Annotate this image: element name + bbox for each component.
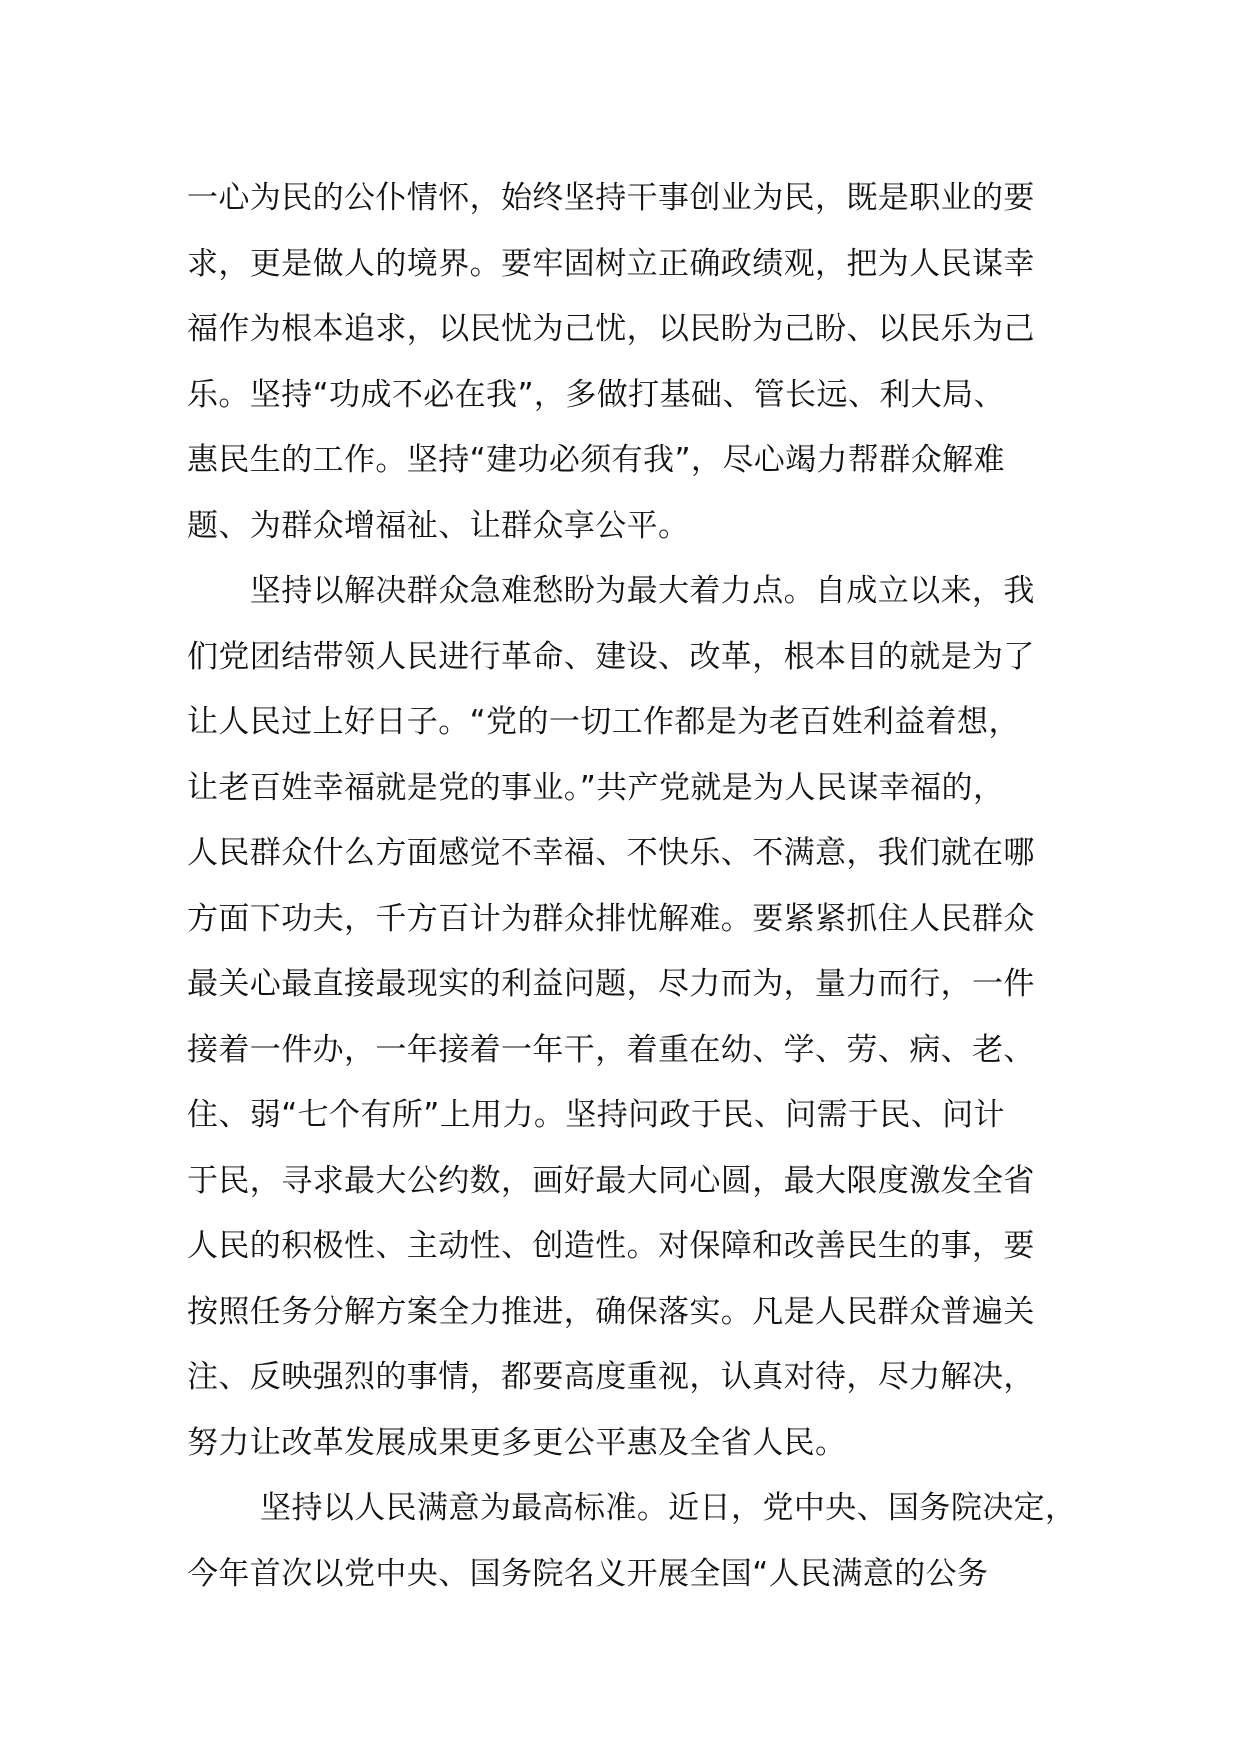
text-line: 惠民生的工作。坚持“建功必须有我”，尽心竭力帮群众解难 — [187, 442, 1005, 478]
text-line: 乐。坚持“功成不必在我”，多做打基础、管长远、利大局、 — [187, 376, 1005, 413]
text-line: 人民群众什么方面感觉不幸福、不快乐、不满意，我们就在哪 — [187, 835, 1035, 871]
text-line: 题、为群众增福祉、让群众享公平。 — [187, 507, 690, 544]
text-line: 人民的积极性、主动性、创造性。对保障和改善民生的事，要 — [187, 1228, 1035, 1264]
text-line: 让人民过上好日子。“党的一切工作都是为老百姓利益着想， — [187, 704, 1020, 740]
text-line: 按照任务分解方案全力推进，确保落实。凡是人民群众普遍关 — [187, 1293, 1035, 1330]
text-line: 让老百姓幸福就是党的事业。”共产党就是为人民谋幸福的， — [187, 769, 1005, 806]
text-line: 方面下功夫，千方百计为群众排忧解难。要紧紧抓住人民群众 — [187, 900, 1035, 937]
text-line: 努力让改革发展成果更多更公平惠及全省人民。 — [187, 1424, 847, 1461]
text-line: 求，更是做人的境界。要牢固树立正确政绩观，把为人民谋幸 — [187, 245, 1035, 282]
text-line: 注、反映强烈的事情，都要高度重视，认真对待，尽力解决， — [187, 1359, 1035, 1395]
text-line: 于民，寻求最大公约数，画好最大同心圆，最大限度激发全省 — [187, 1162, 1035, 1199]
text-line: 一心为民的公仆情怀，始终坚持干事创业为民，既是职业的要 — [187, 180, 1035, 216]
text-line: 坚持以人民满意为最高标准。近日，党中央、国务院决定， — [187, 1490, 1077, 1526]
text-line: 坚持以解决群众急难愁盼为最大着力点。自成立以来，我 — [187, 573, 1035, 609]
text-line: 福作为根本追求，以民忧为己忧，以民盼为己盼、以民乐为己 — [187, 311, 1035, 347]
text-line: 们党团结带领人民进行革命、建设、改革，根本目的就是为了 — [187, 638, 1035, 675]
body-text — [187, 166, 1087, 1607]
text-line: 住、弱“七个有所”上用力。坚持问政于民、问需于民、问计 — [187, 1097, 1005, 1133]
text-line: 今年首次以党中央、国务院名义开展全国“人民满意的公务 — [187, 1555, 989, 1592]
text-line: 最关心最直接最现实的利益问题，尽力而为，量力而行，一件 — [187, 966, 1035, 1002]
text-line: 接着一件办，一年接着一年干，着重在幼、学、劳、病、老、 — [187, 1031, 1035, 1068]
